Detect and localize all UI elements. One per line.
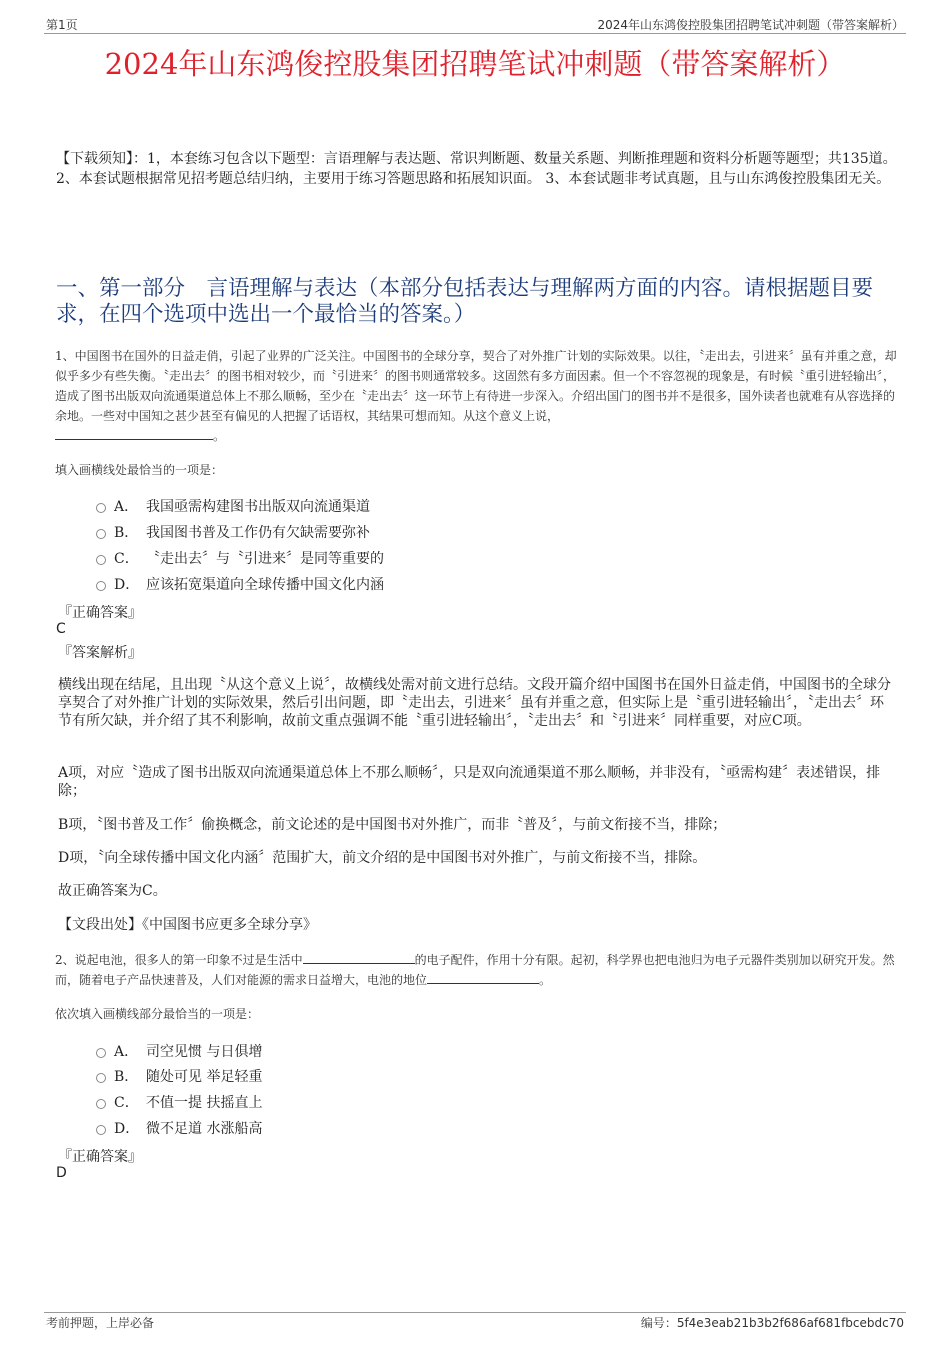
q2-option-d[interactable]	[96, 1118, 262, 1138]
question-1-text	[55, 346, 900, 446]
option-text: 微不足道 水涨船高	[146, 1121, 263, 1137]
q2-answer: D	[56, 1165, 67, 1181]
option-text: 〝走出去〞与〝引进来〞是同等重要的	[146, 551, 384, 567]
stem-part: 的电子配件，作用十分有限。起初，科学界也把电池归为电子元器件类别加以研究开发。然而，随着电子产品快速普及，人们对能源的需求日益增大，电池的地位	[55, 953, 895, 987]
option-key: C．	[114, 1095, 139, 1111]
option-text: 应该拓宽渠道向全球传播中国文化内涵	[146, 577, 384, 593]
option-text: 我国亟需构建图书出版双向流通渠道	[146, 499, 370, 515]
option-key: B．	[114, 1069, 139, 1085]
option-text: 我国图书普及工作仍有欠缺需要弥补	[146, 525, 370, 541]
stem-end: 。	[213, 429, 226, 443]
radio-icon[interactable]	[96, 1048, 106, 1058]
answer-blank	[303, 952, 415, 964]
document-title: 2024年山东鸿俊控股集团招聘笔试冲刺题（带答案解析）	[104, 47, 846, 81]
q1-option-a[interactable]	[96, 496, 370, 516]
analysis-paragraph: D项，〝向全球传播中国文化内涵〞范围扩大，前文介绍的是中国图书对外推广，与前文衔接不当，排除。	[58, 850, 707, 866]
download-notice: 【下载须知】：1，本套练习包含以下题型：言语理解与表达题、常识判断题、数量关系题、判断推理题和资料分析题等题型；共135道。 2、本套试题根据常见招考题总结归纳，主要用于练习答题思路和拓展知识面。 3、本套试题非考试真题，且与山东鸿俊控股集团无关。	[56, 151, 897, 187]
radio-icon[interactable]	[96, 1099, 106, 1109]
stem-part: 2、说起电池，很多人的第一印象不过是生活中	[55, 953, 303, 967]
radio-icon[interactable]	[96, 1125, 106, 1135]
q1-analysis-label: 『答案解析』	[58, 645, 142, 661]
question-2-prompt: 依次填入画横线部分最恰当的一项是：	[55, 1007, 260, 1021]
question-2-text	[55, 950, 900, 990]
analysis-paragraph: A项，对应〝造成了图书出版双向流通渠道总体上不那么顺畅〞，只是双向流通渠道不那么顺畅，并非没有，〝亟需构建〞表述错误，排除；	[58, 765, 881, 799]
option-text: 司空见惯 与日俱增	[146, 1044, 263, 1060]
source-note: 【文段出处】《中国图书应更多全球分享》	[58, 917, 317, 933]
option-text: 随处可见 举足轻重	[146, 1069, 263, 1085]
section-heading: 一、第一部分 言语理解与表达（本部分包括表达与理解两方面的内容。请根据题目要求，在四个选项中选出一个最恰当的答案。）	[56, 276, 874, 327]
q1-option-c[interactable]	[96, 548, 384, 568]
radio-icon[interactable]	[96, 529, 106, 539]
radio-icon[interactable]	[96, 581, 106, 591]
stem-end: 。	[539, 973, 552, 987]
header-divider	[44, 33, 906, 34]
q2-answer-label: 『正确答案』	[58, 1149, 142, 1165]
option-key: C．	[114, 551, 139, 567]
option-key: B．	[114, 525, 139, 541]
page-number: 第1页	[46, 18, 78, 32]
footer-divider	[44, 1312, 906, 1313]
option-text: 不值一提 扶摇直上	[146, 1095, 263, 1111]
header-title: 2024年山东鸿俊控股集团招聘笔试冲刺题（带答案解析）	[597, 18, 904, 32]
option-key: D．	[114, 1121, 140, 1137]
q2-option-a[interactable]	[96, 1041, 262, 1061]
q1-answer: C	[56, 621, 66, 637]
question-1-prompt: 填入画横线处最恰当的一项是：	[55, 463, 224, 477]
option-key: A．	[114, 499, 139, 515]
answer-blank	[55, 428, 213, 440]
q2-option-b[interactable]	[96, 1066, 262, 1086]
q1-option-d[interactable]	[96, 574, 384, 594]
answer-blank	[427, 972, 539, 984]
question-1-stem: 1、中国图书在国外的日益走俏，引起了业界的广泛关注。中国图书的全球分享，契合了对外推广计划的实际效果。以往，〝走出去，引进来〞虽有并重之意，却似乎多少有些失衡。〝走出去〞的图书相对较少，而〝引进来〞的图书则通常较多。这固然有多方面因素。但一个不容忽视的现象是，有时候〝重引进轻输出〞，造成了图书出版双向流通渠道总体上不那么顺畅，至少在〝走出去〞这一环节上有待进一步深入。介绍出国门的图书并不是很多，国外读者也就难有从容选择的余地。一些对中国知之甚少甚至有偏见的人把握了话语权，其结果可想而知。从这个意义上说，	[55, 349, 897, 423]
radio-icon[interactable]	[96, 555, 106, 565]
footer-slogan: 考前押题，上岸必备	[46, 1316, 155, 1330]
document-id: 编号：5f4e3eab21b3b2f686af681fbcebdc70	[640, 1316, 904, 1330]
analysis-paragraph: B项，〝图书普及工作〞偷换概念，前文论述的是中国图书对外推广，而非〝普及〞，与前文衔接不当，排除；	[58, 817, 727, 833]
radio-icon[interactable]	[96, 1073, 106, 1083]
radio-icon[interactable]	[96, 503, 106, 513]
analysis-paragraph: 故正确答案为C。	[58, 883, 167, 899]
option-key: D．	[114, 577, 140, 593]
analysis-paragraph: 横线出现在结尾，且出现〝从这个意义上说〞，故横线处需对前文进行总结。文段开篇介绍中国图书在国外日益走俏，中国图书的全球分享契合了对外推广计划的实际效果，然后引出问题，即〝走出去，引进来〞虽有并重之意，但实际上是〝重引进轻输出〞，〝走出去〞环节有所欠缺，并介绍了其不利影响，故前文重点强调不能〝重引进轻输出〞，〝走出去〞和〝引进来〞同样重要，对应C项。	[58, 677, 891, 729]
q1-option-b[interactable]	[96, 522, 370, 542]
q2-option-c[interactable]	[96, 1092, 262, 1112]
option-key: A．	[114, 1044, 139, 1060]
q1-answer-label: 『正确答案』	[58, 605, 142, 621]
